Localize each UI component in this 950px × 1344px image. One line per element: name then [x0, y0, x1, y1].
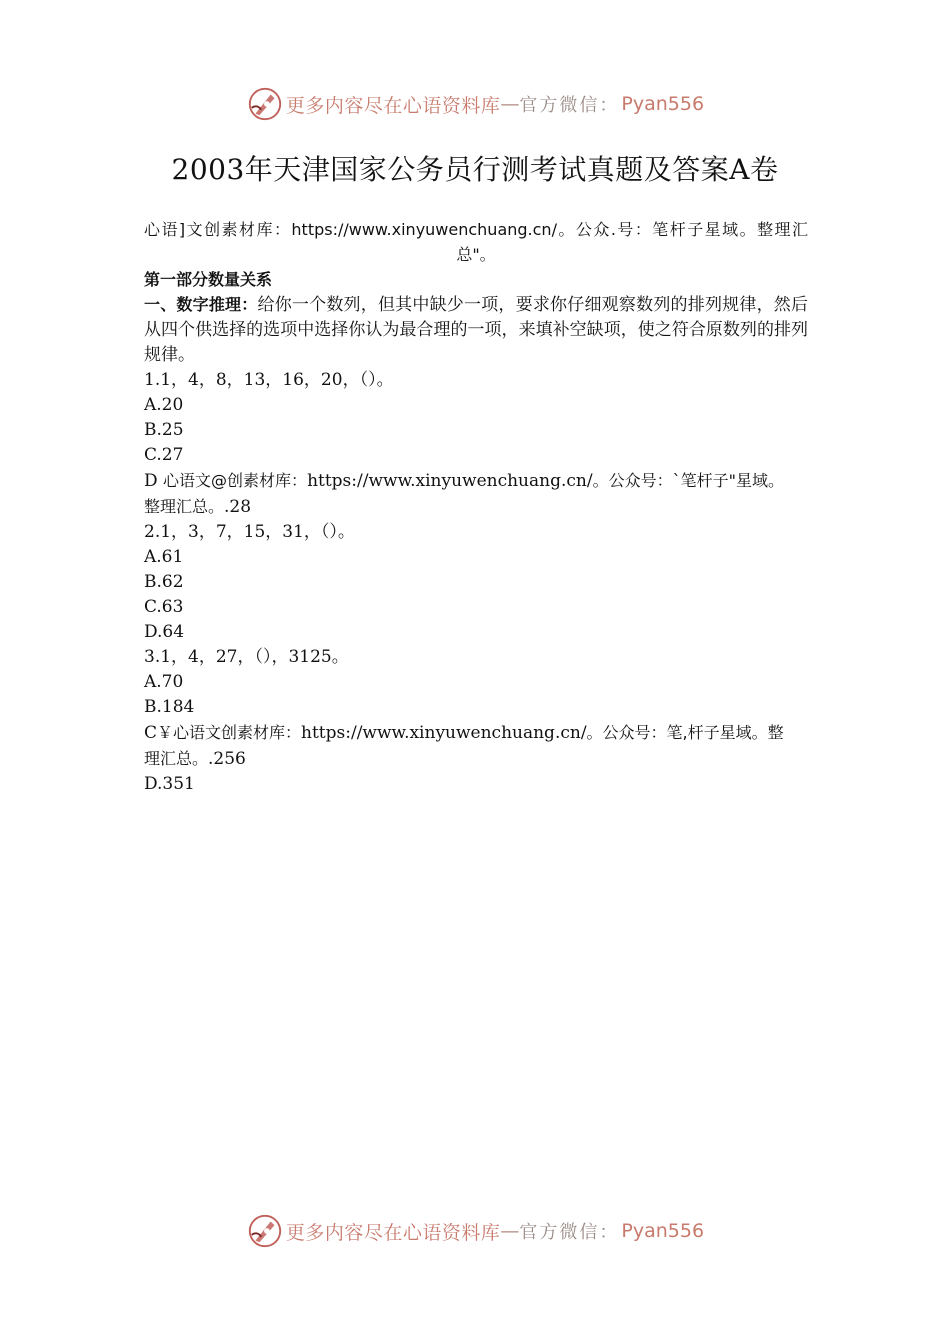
- notice-text: 理汇总。: [144, 749, 209, 768]
- banner-dash: —: [500, 1220, 520, 1242]
- option: A.20: [144, 395, 184, 415]
- header-banner: [0, 84, 950, 124]
- notice-url: https://www.xinyuwenchuang.cn/: [307, 471, 593, 491]
- option: B.184: [144, 697, 195, 717]
- notice-text: 。公众号：`笔杆子"星域。: [592, 471, 784, 490]
- option-letter: C: [144, 723, 158, 743]
- option: C.27: [144, 445, 184, 465]
- banner-text: 更多内容尽在心语资料库: [285, 1221, 501, 1244]
- option: A.61: [144, 547, 184, 567]
- option: C.63: [144, 597, 184, 617]
- banner-sub: 官方微信：: [519, 95, 620, 116]
- page-title: 2003年天津国家公务员行测考试真题及答案A卷: [171, 153, 779, 186]
- notice-text: 。公众号：笔,杆子星域。整: [586, 723, 784, 742]
- question-stem: 1.1，4，8，13，16，20，（）。: [144, 370, 394, 390]
- intro-paragraph: [144, 292, 808, 368]
- notice-line-1: 心语]文创素材库：https://www.xinyuwenchuang.cn/。公众.号：笔杆子星域。整理汇: [144, 220, 808, 239]
- option: A.70: [144, 672, 184, 692]
- banner-dash: —: [500, 93, 520, 115]
- intro-text: 给你一个数列，但其中缺少一项，要求你仔细观察数列的排列规律，然后从四个供选择的选项中选择你认为最合理的一项，来填补空缺项，使之符合原数列的排列规律。: [144, 295, 808, 365]
- option: D.64: [144, 622, 185, 642]
- option-letter: D: [144, 471, 158, 491]
- intro-label: 一、数字推理：: [144, 295, 258, 314]
- notice-line-2: 总"。: [456, 245, 496, 264]
- option: B.25: [144, 420, 184, 440]
- pen-nib-logo-icon: [246, 1212, 284, 1250]
- banner-wechat-id: Pyan556: [621, 1220, 705, 1242]
- section-title: 第一部分数量关系: [144, 270, 273, 289]
- banner-wechat-id: Pyan556: [621, 93, 705, 115]
- question-stem: 3.1，4，27，（），3125。: [144, 647, 349, 667]
- notice-text: ￥心语文创素材库：: [157, 723, 302, 742]
- banner-text: 更多内容尽在心语资料库: [285, 94, 501, 117]
- option-value: .28: [224, 497, 252, 517]
- question-stem: 2.1，3，7，15，31，（）。: [144, 522, 355, 542]
- document-body: [144, 217, 808, 797]
- option: D.351: [144, 774, 195, 794]
- option-with-notice-cont: [144, 494, 808, 520]
- option: B.62: [144, 572, 184, 592]
- option-with-notice: [144, 468, 808, 494]
- option-value: .256: [208, 749, 246, 769]
- source-notice: [144, 217, 808, 267]
- banner-sub: 官方微信：: [519, 1222, 620, 1243]
- notice-text: 整理汇总。: [144, 497, 225, 516]
- pen-nib-logo-icon: [246, 85, 284, 123]
- footer-banner: [0, 1211, 950, 1251]
- option-with-notice-cont: [144, 746, 808, 772]
- option-with-notice: [144, 720, 808, 746]
- notice-url: https://www.xinyuwenchuang.cn/: [301, 723, 587, 743]
- notice-text: 心语文@创素材库：: [163, 471, 308, 490]
